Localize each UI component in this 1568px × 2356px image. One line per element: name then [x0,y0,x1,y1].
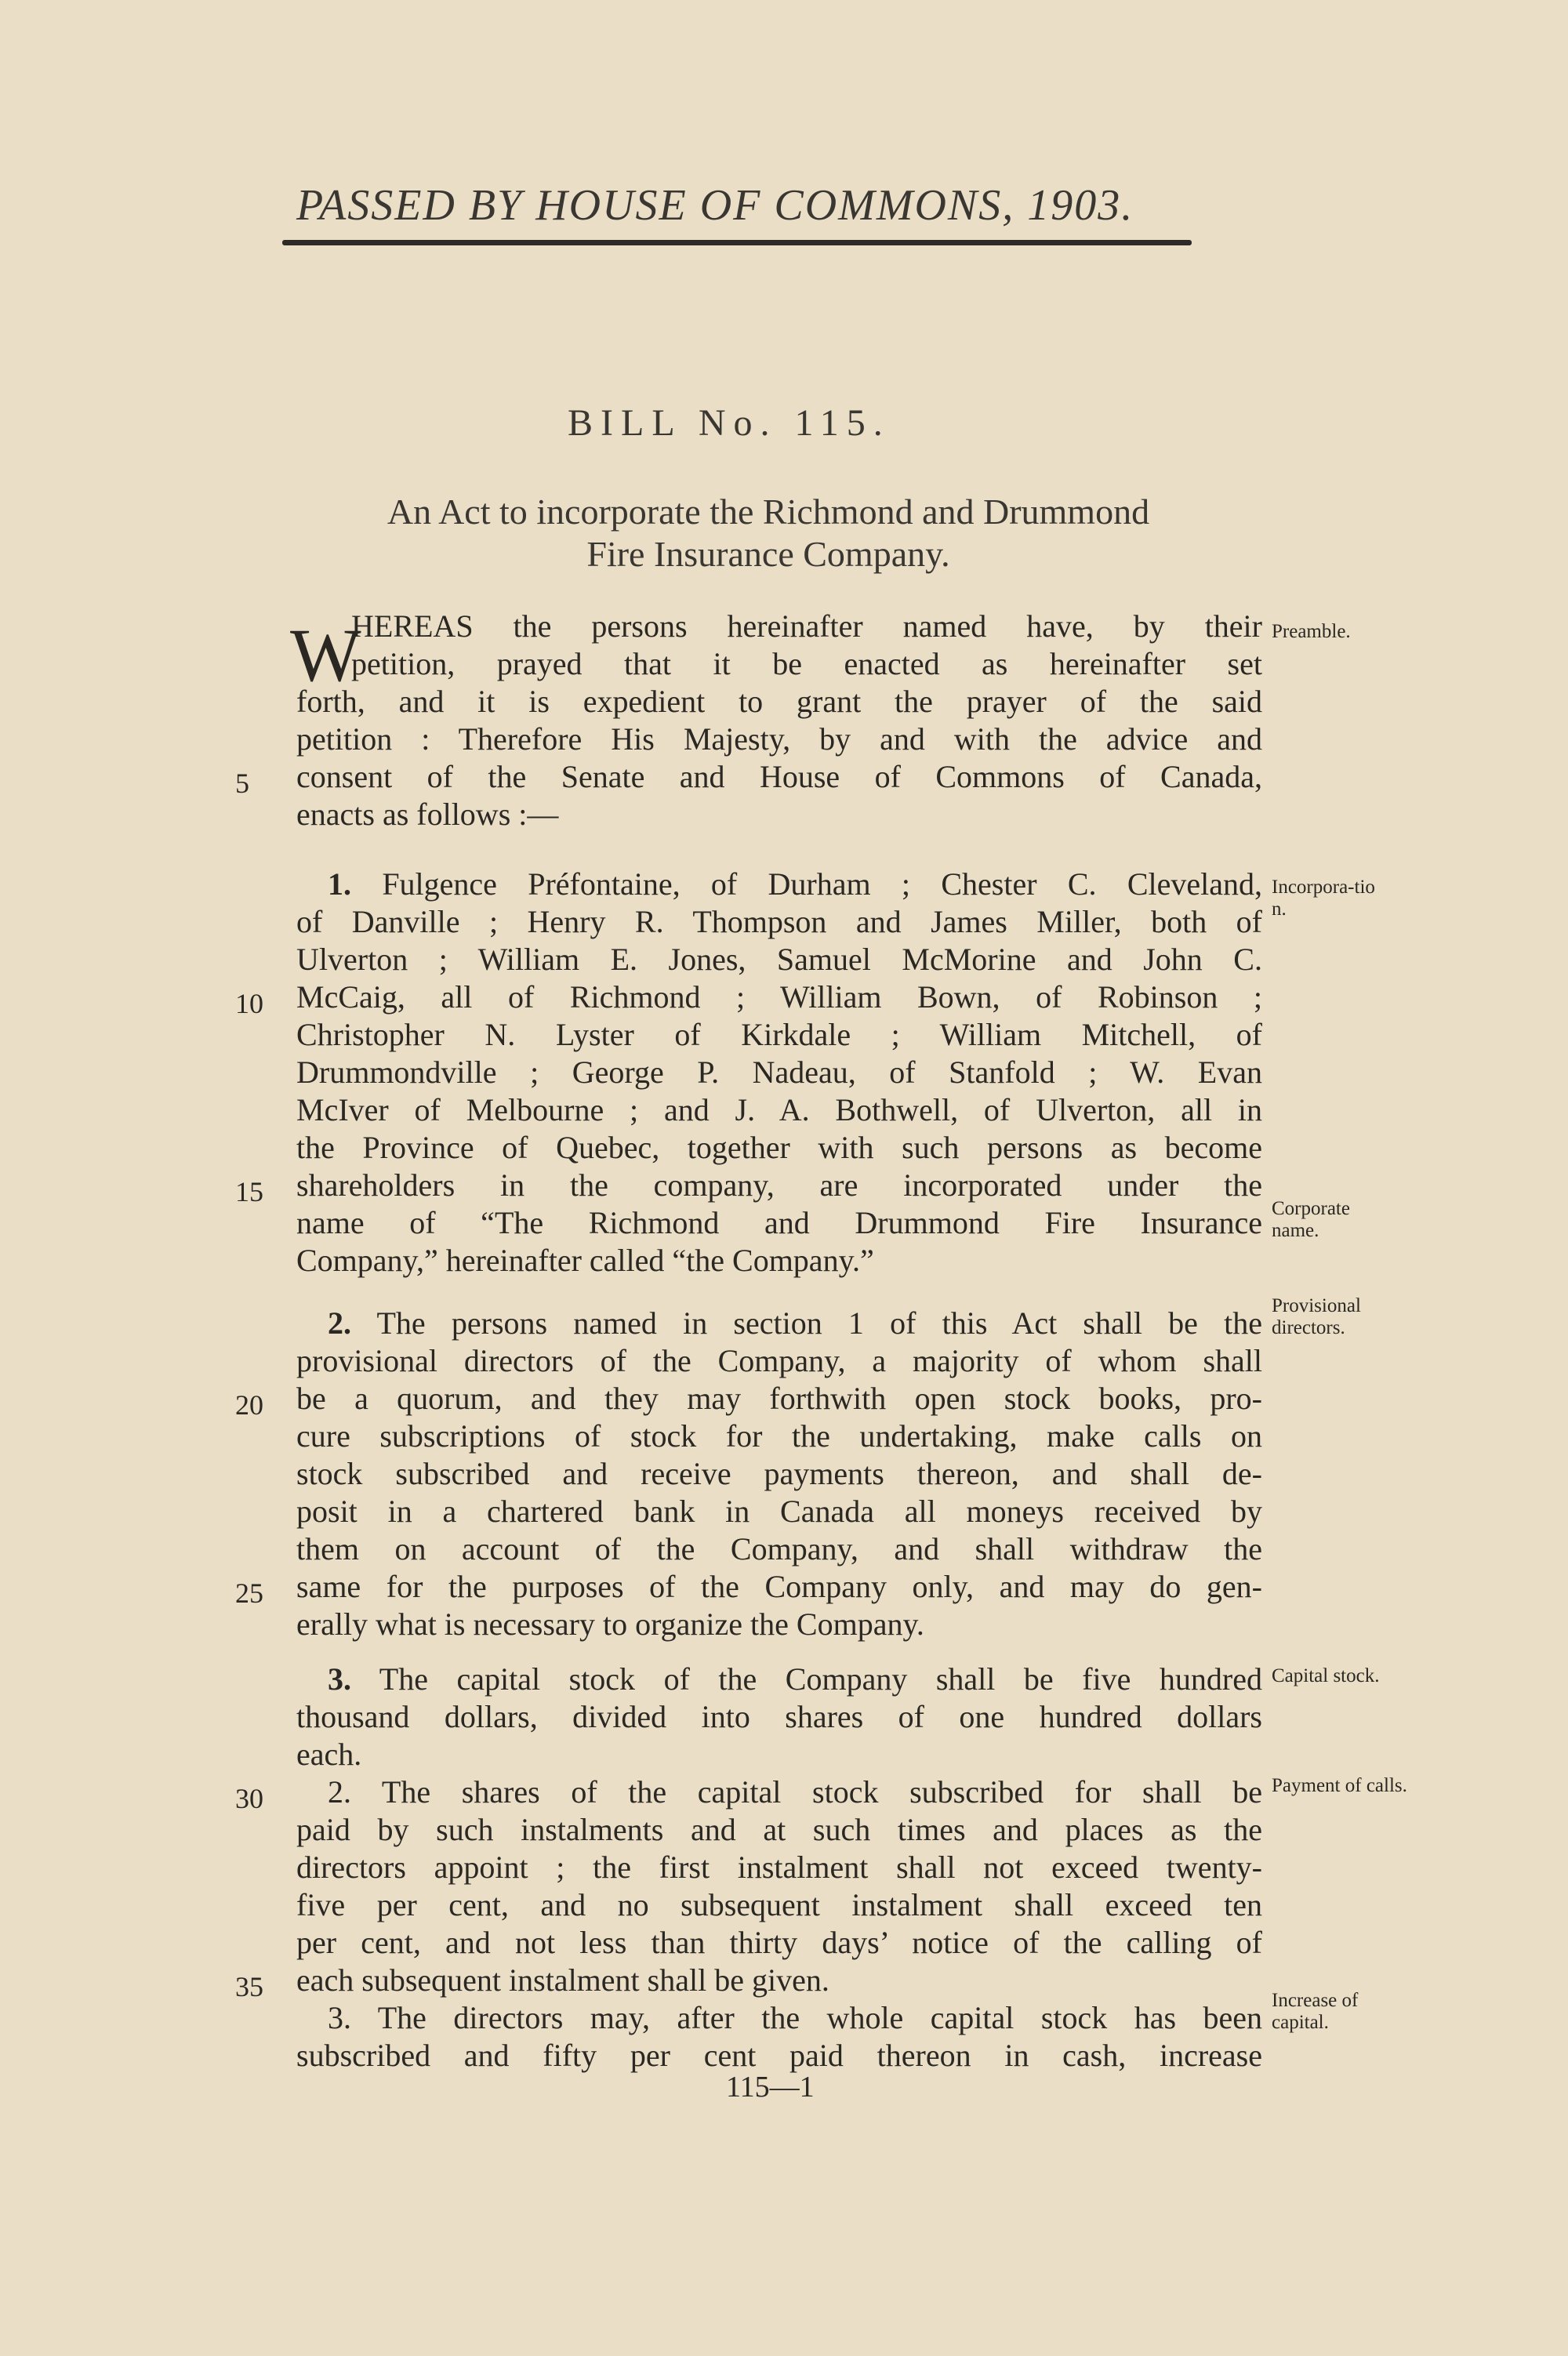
section-3-line: paid by such instalments and at such times and places as the [296,1812,1262,1847]
margin-note-increase-of-capital: Increase of capital. [1272,1990,1359,2033]
section-3-line: each subsequent instalment shall be given. [296,1962,829,1998]
margin-note-corporate-name: Corporate name. [1272,1198,1350,1241]
section-3-first-line: The capital stock of the Company shall be five hundred [379,1661,1262,1697]
margin-note-incorporation: Incorpora-tion. [1272,877,1375,920]
section-1-line: McCaig, all of Richmond ; William Bown, of Robinson ; [296,979,1262,1015]
passed-header: PASSED BY HOUSE OF COMMONS, 1903. [296,181,1134,230]
line-number: 30 [235,1783,263,1814]
bill-number: BILL No. 115. [568,402,891,444]
section-1-number: 1. [328,866,351,902]
section-3-line: five per cent, and no subsequent instalment shall exceed ten [296,1887,1262,1922]
margin-note-preamble: Preamble. [1272,621,1351,642]
section-2-line: be a quorum, and they may forthwith open stock books, pro- [296,1381,1262,1416]
section-3-line: each. [296,1737,362,1772]
section-2-line: stock subscribed and receive payments thereon, and shall de- [296,1456,1262,1491]
section-2-first-line: The persons named in section 1 of this Act shall be the [376,1305,1262,1341]
line-number: 5 [235,768,249,799]
section-1-line: name of “The Richmond and Drummond Fire Insurance [296,1205,1262,1240]
act-title [235,491,1301,575]
preamble-line: HEREAS the persons hereinafter named have, by their [351,608,1262,644]
section-2-line: erally what is necessary to organize the Company. [296,1606,924,1642]
section-1-line: the Province of Quebec, together with such persons as become [296,1130,1262,1165]
section-2-line [328,1305,1262,1342]
section-2-line: posit in a chartered bank in Canada all moneys received by [296,1494,1262,1529]
margin-note-provisional-directors: Provisional directors. [1272,1295,1361,1338]
preamble-line: petition, prayed that it be enacted as hereinafter set [351,646,1262,681]
section-1-line: shareholders in the company, are incorporated under the [296,1167,1262,1203]
line-number: 25 [235,1577,263,1609]
section-3-line: 3. The directors may, after the whole capital stock has been [328,2000,1262,2035]
line-number: 35 [235,1971,263,2002]
section-2-line: them on account of the Company, and shall withdraw the [296,1531,1262,1566]
section-3-line: per cent, and not less than thirty days’ notice of the calling of [296,1925,1262,1960]
preamble-line: enacts as follows :— [296,797,559,832]
line-number: 20 [235,1389,263,1421]
section-3-line: 2. The shares of the capital stock subscribed for shall be [328,1774,1262,1810]
section-2-line: provisional directors of the Company, a majority of whom shall [296,1343,1262,1378]
section-2-line: same for the purposes of the Company only, and may do gen- [296,1569,1262,1604]
section-1-line: Ulverton ; William E. Jones, Samuel McMorine and John C. [296,942,1262,977]
section-1-line: of Danville ; Henry R. Thompson and James Miller, both of [296,904,1262,939]
line-number: 10 [235,988,263,1019]
section-1-line: Christopher N. Lyster of Kirkdale ; William Mitchell, of [296,1017,1262,1052]
preamble-line: petition : Therefore His Majesty, by and with the advice and [296,721,1262,757]
act-title-line-1: An Act to incorporate the Richmond and Drummond [387,492,1150,532]
section-3-line [328,1661,1262,1698]
section-3-line: thousand dollars, divided into shares of one hundred dollars [296,1699,1262,1734]
margin-note-payment-of-calls: Payment of calls. [1272,1775,1407,1796]
section-3-number: 3. [328,1661,351,1697]
section-1-first-line: Fulgence Préfontaine, of Durham ; Chester C. Cleveland, [382,866,1262,902]
preamble-line: consent of the Senate and House of Commons of Canada, [296,759,1262,794]
header-rule [282,240,1192,245]
section-1-line [328,866,1262,903]
section-1-line: Drummondville ; George P. Nadeau, of Stanfold ; W. Evan [296,1055,1262,1090]
page-footer: 115—1 [726,2071,815,2104]
preamble-line: forth, and it is expedient to grant the prayer of the said [296,684,1262,719]
section-3-line: directors appoint ; the first instalment shall not exceed twenty- [296,1850,1262,1885]
section-2-number: 2. [328,1305,351,1341]
section-1-line: McIver of Melbourne ; and J. A. Bothwell, of Ulverton, all in [296,1092,1262,1127]
section-3-line: subscribed and fifty per cent paid thereon in cash, increase [296,2038,1262,2073]
section-1-line: Company,” hereinafter called “the Company.” [296,1243,874,1278]
act-title-line-2: Fire Insurance Company. [586,534,950,574]
line-number: 15 [235,1176,263,1207]
preamble-dropcap: W [290,613,361,697]
margin-note-capital-stock: Capital stock. [1272,1665,1380,1686]
section-2-line: cure subscriptions of stock for the undertaking, make calls on [296,1418,1262,1454]
